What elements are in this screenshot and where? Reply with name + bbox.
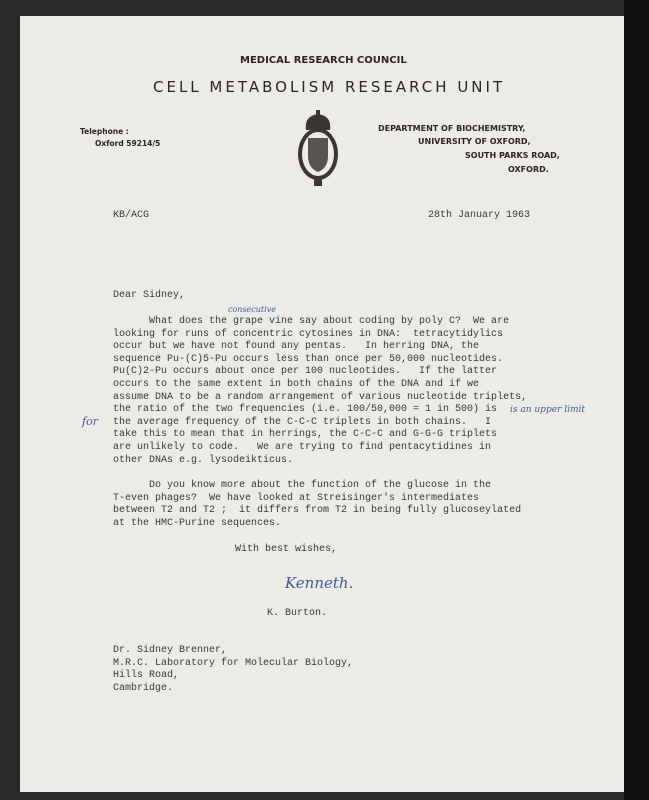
scan-border (624, 0, 649, 800)
text-line: take this to mean that in herrings, the C-C-C and G-G-G triplets (113, 429, 498, 441)
text-line: occur but we have not found any pentas. In herring DNA, the (113, 341, 480, 353)
text-line: Pu(C)2-Pu occurs about once per 100 nucleotides. If the latter (113, 366, 498, 378)
text-line: are unlikely to code. We are trying to find pentacytidines in (113, 442, 492, 453)
text-line: at the HMC-Purine sequences. (113, 517, 282, 529)
text-line: other DNAs e.g. lysodeikticus. (113, 454, 294, 466)
address-line: Dr. Sidney Brenner, (113, 645, 228, 656)
dept-address-line: OXFORD. (508, 165, 549, 174)
address-line: M.R.C. Laboratory for Molecular Biology, (113, 657, 354, 669)
handwritten-margin-note: for (82, 415, 98, 428)
address-line: Cambridge. (113, 682, 174, 694)
address-line: Hills Road, (113, 670, 180, 682)
closing: With best wishes, (235, 544, 338, 555)
unit-heading: CELL METABOLISM RESEARCH UNIT (153, 78, 506, 96)
dept-address-line: UNIVERSITY OF OXFORD, (418, 137, 531, 146)
text-line: T-even phages? We have looked at Streisinger's intermediates (113, 492, 480, 504)
text-line: looking for runs of concentric cytosines in DNA: tetracytidylics (113, 328, 504, 340)
telephone-number: Oxford 59214/5 (95, 139, 161, 148)
text-line: assume DNA to be a random arrangement of various nucleotide triplets, (113, 391, 528, 403)
reference: KB/ACG (113, 210, 150, 221)
council-heading: MEDICAL RESEARCH COUNCIL (240, 55, 407, 66)
dept-address-line: DEPARTMENT OF BIOCHEMISTRY, (378, 124, 526, 133)
handwritten-correction: consecutive (228, 305, 276, 314)
text-line: between T2 and T2 ; it differs from T2 in being fully glucoseylated (113, 505, 522, 517)
telephone-label: Telephone : (80, 127, 129, 136)
signatory-name: K. Burton. (267, 608, 328, 619)
text-line: the ratio of the two frequencies (i.e. 100/50,000 = 1 in 500) is (113, 404, 498, 416)
text-line: What does the grape vine say about coding by poly C? We are (113, 316, 510, 327)
text-line: the average frequency of the C-C-C triplets in both chains. I (113, 416, 492, 428)
text-line: occurs to the same extent in both chains of the DNA and if we (113, 379, 480, 390)
handwritten-margin-note: is an upper limit (510, 405, 585, 415)
text-line: sequence Pu-(C)5-Pu occurs less than once per 50,000 nucleotides. (113, 353, 504, 365)
letter-date: 28th January 1963 (428, 210, 531, 221)
dept-address-line: SOUTH PARKS ROAD, (465, 151, 560, 160)
royal-crest-icon (296, 110, 340, 188)
signature: Kenneth. (285, 574, 354, 592)
salutation: Dear Sidney, (113, 290, 186, 301)
text-line: Do you know more about the function of the glucose in the (113, 480, 492, 491)
